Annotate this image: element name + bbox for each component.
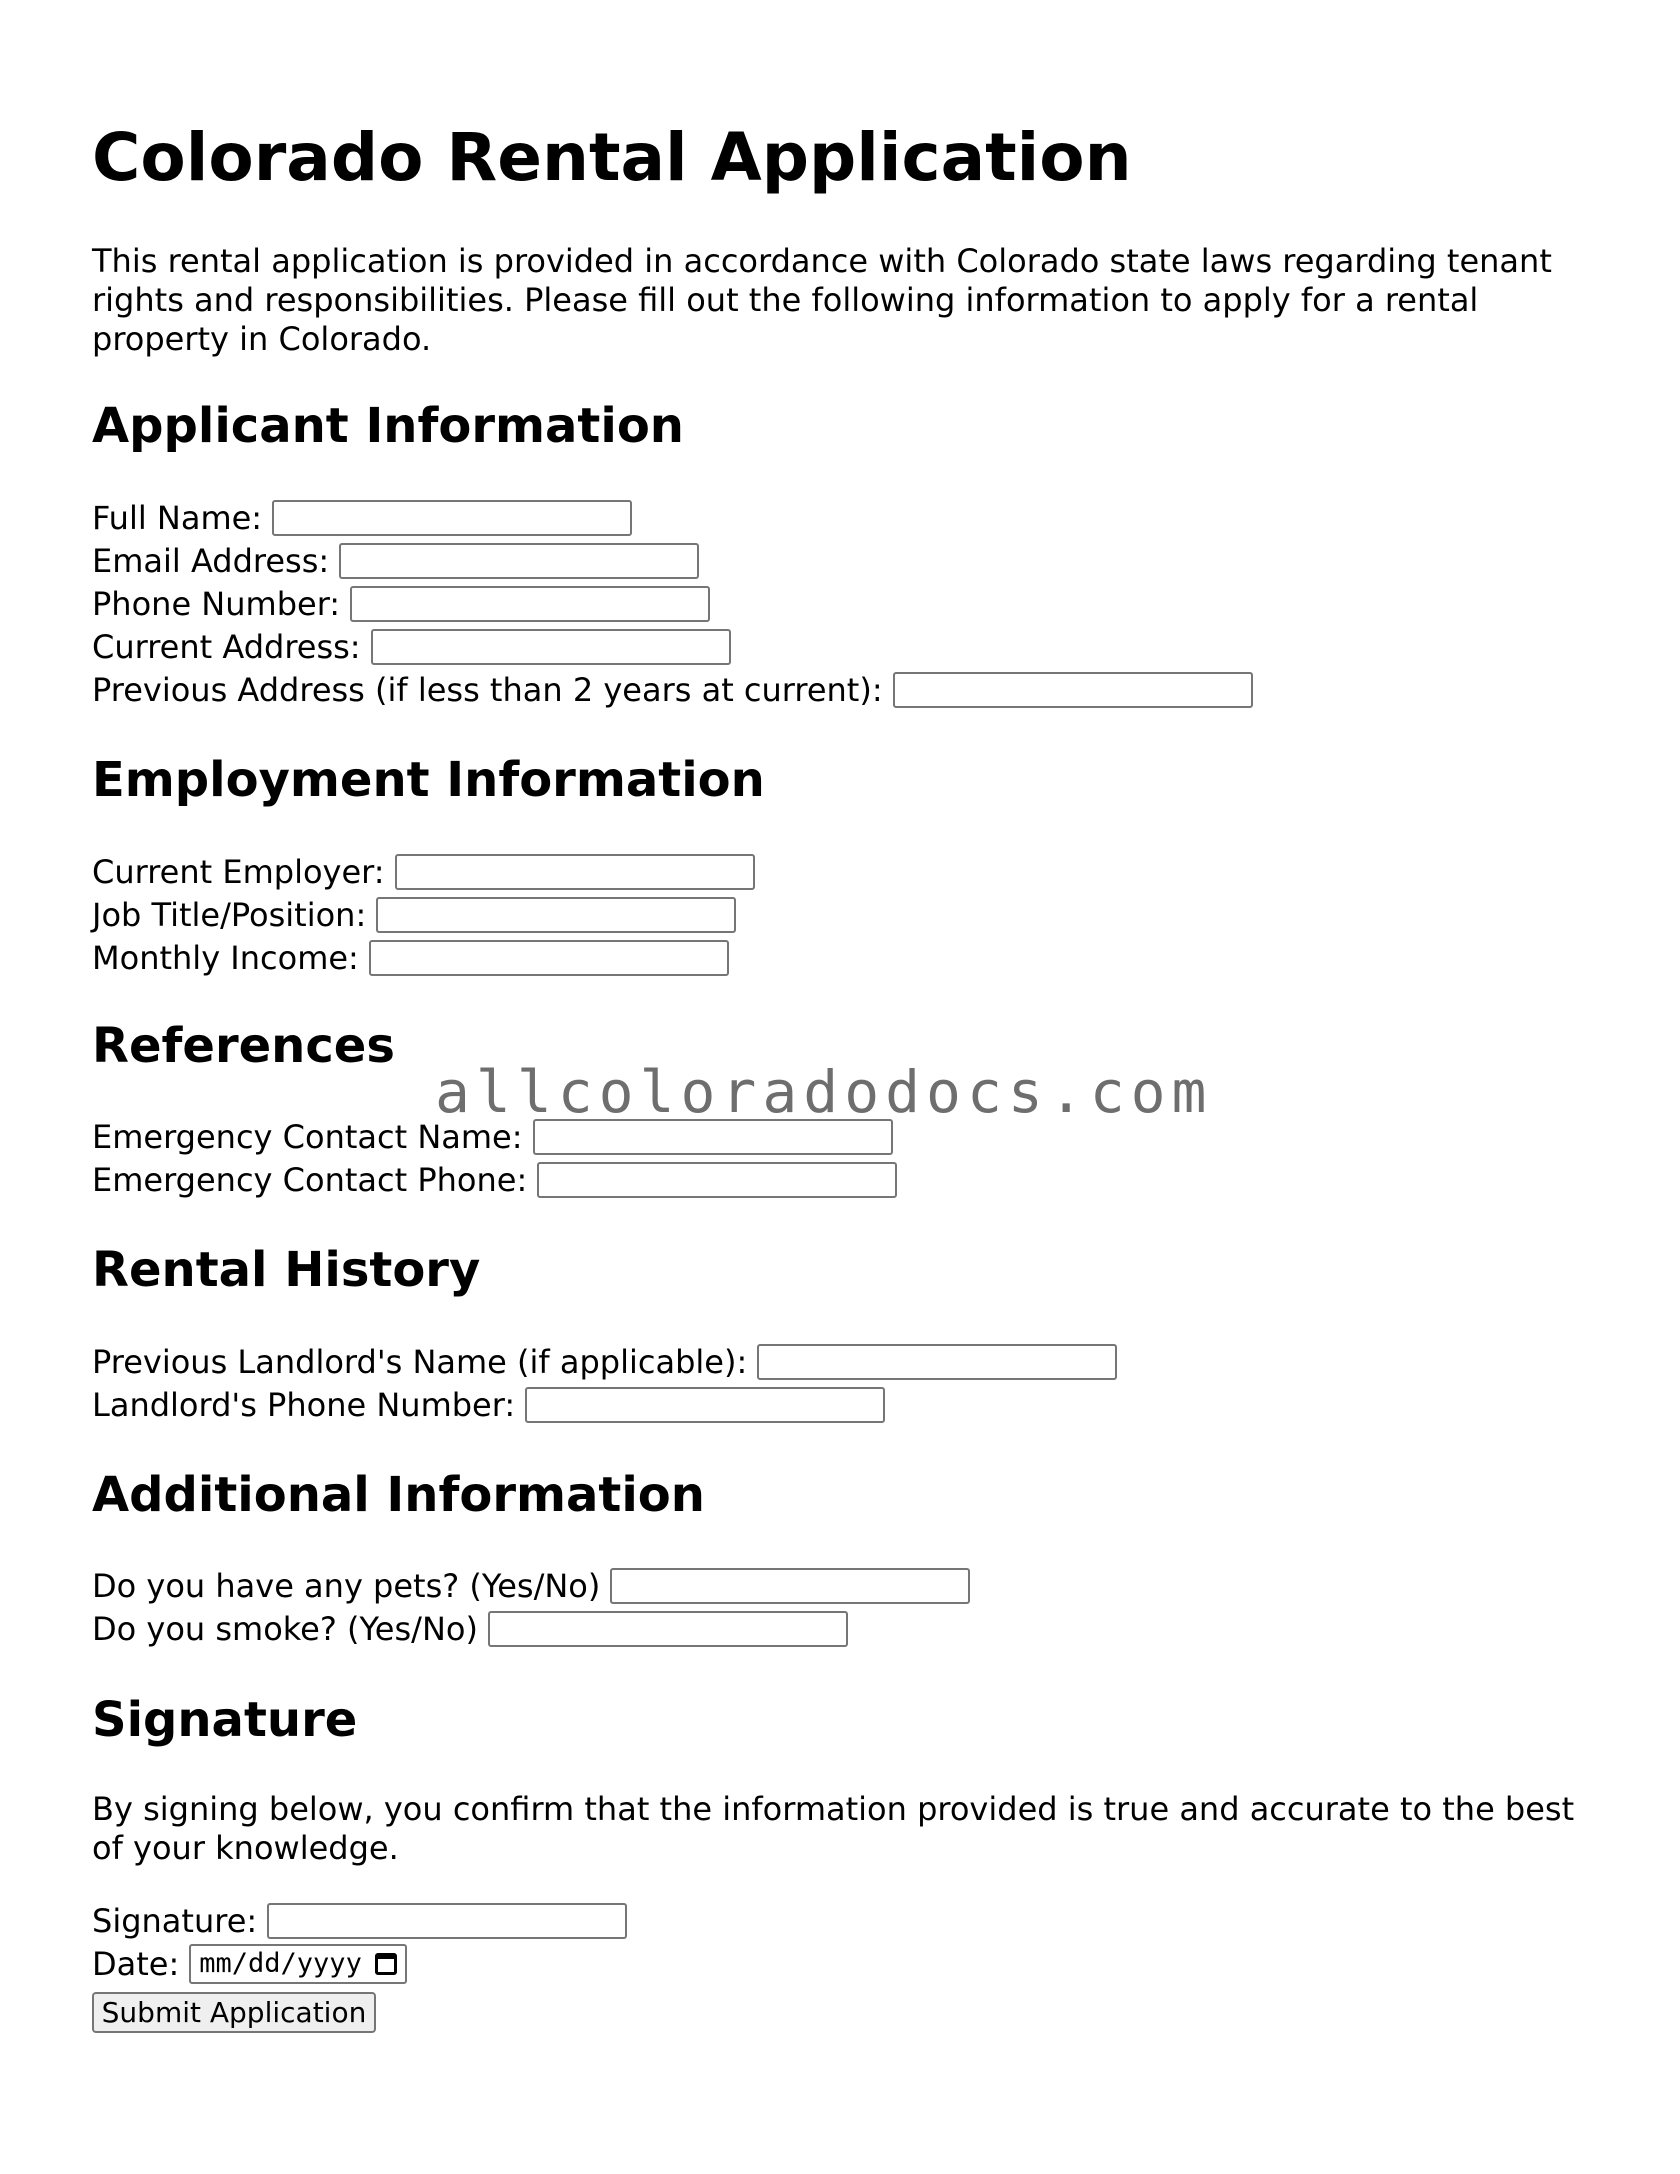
pets-input[interactable] [610,1568,970,1604]
rental-history-heading: Rental History [92,1242,481,1298]
job-title-row [92,893,736,936]
landlord-name-input[interactable] [757,1344,1117,1380]
employer-label: Current Employer: [92,852,385,891]
contact-phone-label: Emergency Contact Phone: [92,1160,528,1199]
employment-heading: Employment Information [92,752,765,808]
full-name-label: Full Name: [92,498,263,537]
employer-row [92,850,755,893]
watermark: allcoloradodocs.com [435,1058,1213,1126]
signature-label: Signature: [92,1901,258,1940]
smoke-row [92,1607,848,1650]
pets-label: Do you have any pets? (Yes/No) [92,1566,601,1605]
previous-address-input[interactable] [893,672,1253,708]
landlord-name-label: Previous Landlord's Name (if applicable): [92,1342,748,1381]
income-row [92,936,729,979]
email-row [92,539,699,582]
submit-application-button[interactable]: Submit Application [92,1992,376,2033]
signature-heading: Signature [92,1692,358,1748]
phone-row [92,582,710,625]
contact-phone-input[interactable] [537,1162,897,1198]
page-title: Colorado Rental Application [92,119,1132,196]
date-label: Date: [92,1944,180,1983]
email-label: Email Address: [92,541,330,580]
full-name-input[interactable] [272,500,632,536]
smoke-label: Do you smoke? (Yes/No) [92,1609,478,1648]
income-label: Monthly Income: [92,938,359,977]
full-name-row [92,496,632,539]
smoke-input[interactable] [488,1611,848,1647]
references-heading: References [92,1018,395,1074]
landlord-name-row [92,1340,1117,1383]
landlord-phone-row [92,1383,885,1426]
date-placeholder: mm/dd/yyyy [199,1948,362,1979]
contact-phone-row [92,1158,897,1201]
calendar-icon[interactable] [375,1953,397,1975]
previous-address-label: Previous Address (if less than 2 years at current): [92,670,883,709]
previous-address-row [92,668,1253,711]
employer-input[interactable] [395,854,755,890]
date-row [92,1942,407,1985]
intro-text: This rental application is provided in accordance with Colorado state laws regarding tenant rights and responsibilities. Please fill out the following information to apply for a rental property in Colorado. [92,242,1552,358]
pets-row [92,1564,970,1607]
current-address-label: Current Address: [92,627,361,666]
current-address-row [92,625,731,668]
landlord-phone-input[interactable] [525,1387,885,1423]
income-input[interactable] [369,940,729,976]
applicant-heading: Applicant Information [92,398,684,454]
phone-input[interactable] [350,586,710,622]
job-title-label: Job Title/Position: [92,895,367,934]
contact-name-label: Emergency Contact Name: [92,1117,523,1156]
phone-label: Phone Number: [92,584,341,623]
signature-note: By signing below, you confirm that the information provided is true and accurate to the best of your knowledge. [92,1790,1575,1867]
additional-heading: Additional Information [92,1467,705,1523]
current-address-input[interactable] [371,629,731,665]
landlord-phone-label: Landlord's Phone Number: [92,1385,516,1424]
job-title-input[interactable] [376,897,736,933]
date-input[interactable] [189,1944,407,1984]
signature-row [92,1899,627,1942]
email-input[interactable] [339,543,699,579]
signature-input[interactable] [267,1903,627,1939]
